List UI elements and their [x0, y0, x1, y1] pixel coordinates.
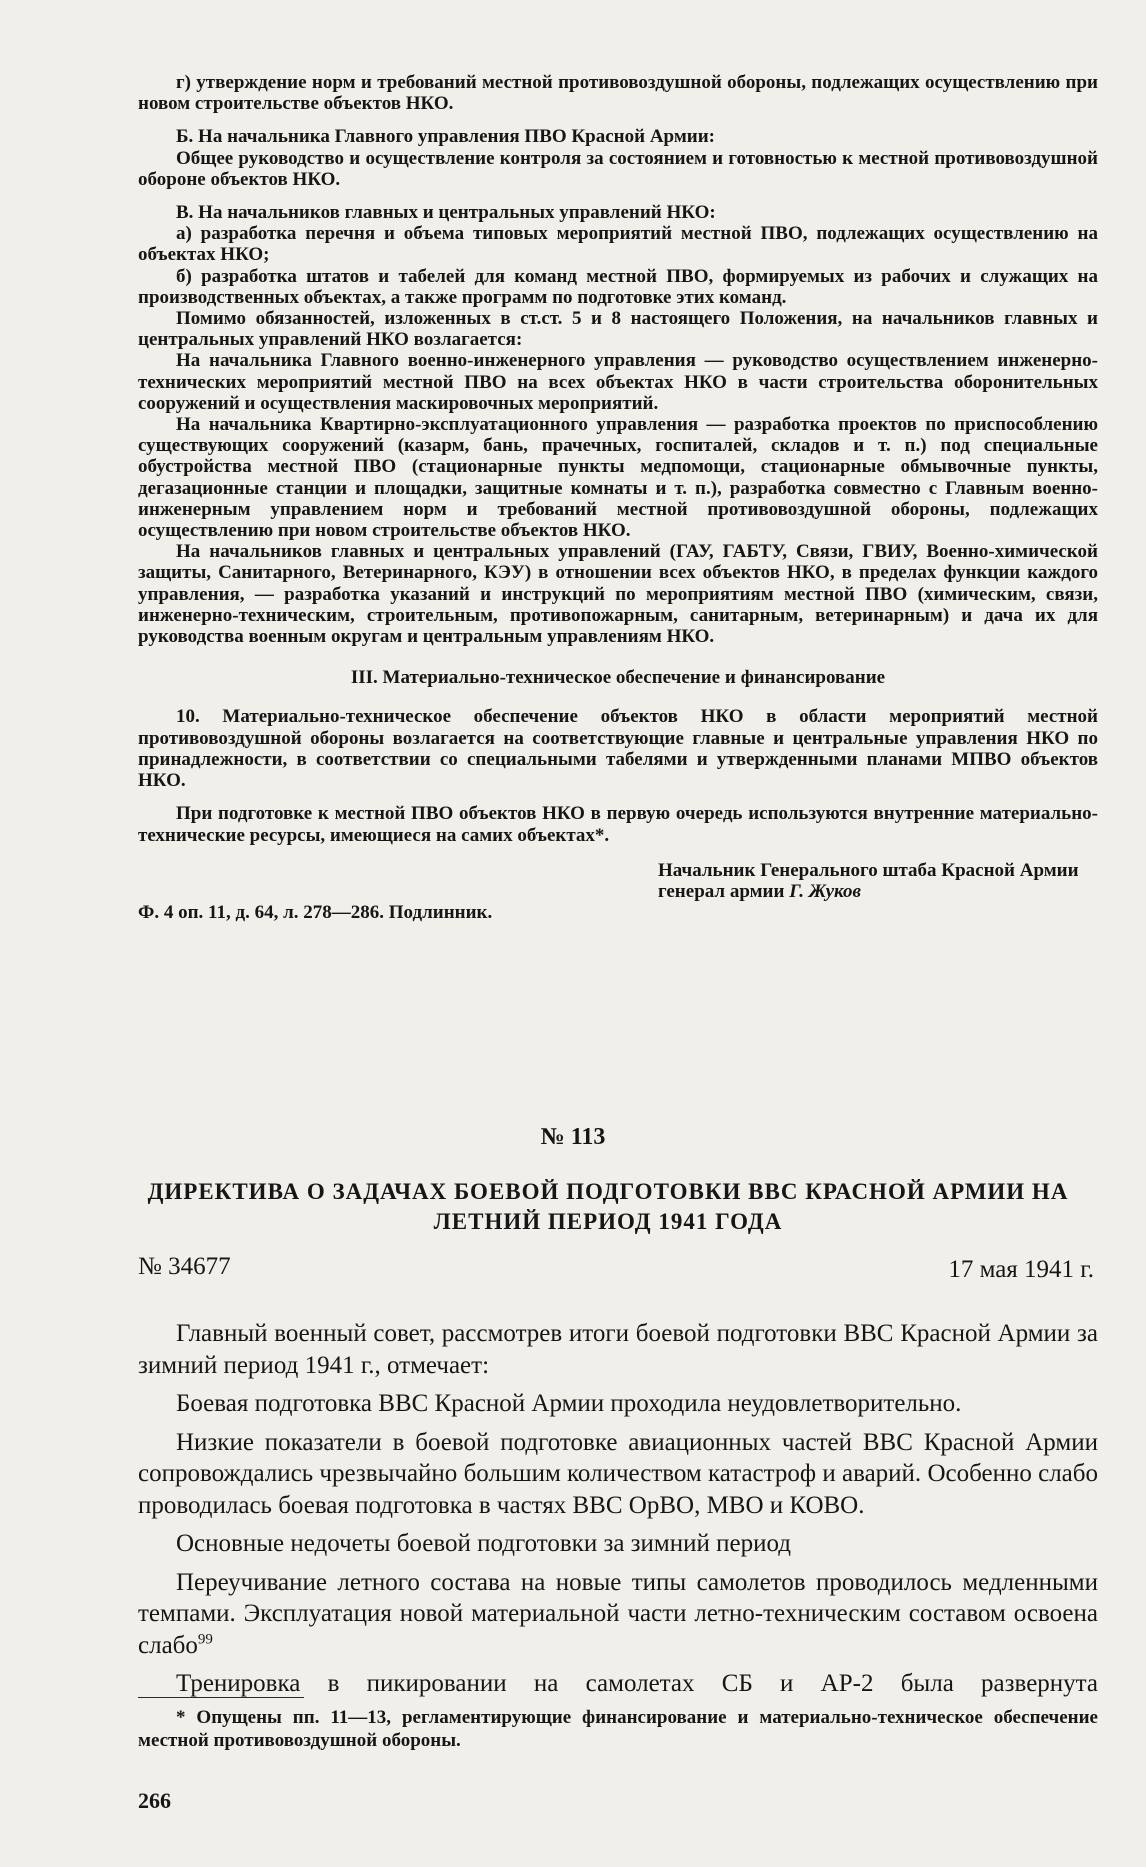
signature-block	[658, 860, 1098, 902]
paragraph: На начальника Главного военно-инженерного управления — руководство осуществлением инженерно-технических мероприятий местной ПВО на всех объектах НКО в части строительства оборонительных сооружений и осуществления маскировочных мероприятий.	[138, 350, 1098, 414]
paragraph: В. На начальников главных и центральных управлений НКО:	[176, 202, 716, 224]
paragraph: При подготовке к местной ПВО объектов НКО в первую очередь используются внутренние материально-технические ресурсы, имеющиеся на самих объектах*.	[138, 803, 1098, 846]
document-title: ДИРЕКТИВА О ЗАДАЧАХ БОЕВОЙ ПОДГОТОВКИ ВВС КРАСНОЙ АРМИИ НА ЛЕТНИЙ ПЕРИОД 1941 ГОДА	[147, 1179, 1069, 1234]
signature-rank: генерал армии	[658, 880, 790, 902]
signature-name-line	[658, 881, 1098, 902]
footnote: * Опущены пп. 11—13, регламентирующие финансирование и материально-техническое обеспечение местной противовоздушной обороны.	[138, 1707, 1098, 1751]
paragraph: Общее руководство и осуществление контроля за состоянием и готовностью к местной противовоздушной обороне объектов НКО.	[138, 147, 1098, 190]
document-number: № 113	[540, 1124, 606, 1150]
paragraph	[138, 1567, 1098, 1662]
paragraph: Тренировка в пикировании на самолетах СБ и АР-2 была развернута	[176, 1670, 1098, 1697]
directive-date: 17 мая 1941 г.	[948, 1256, 1094, 1283]
paragraph: а) разработка перечня и объема типовых мероприятий местной ПВО, подлежащих осуществлению на объектах НКО;	[138, 223, 1098, 266]
paragraph: На начальника Квартирно-эксплуатационного управления — разработка проектов по приспособлению существующих сооружений (казарм, бань, прачечных, госпиталей, складов и т. п.) под специальные обустройства местной ПВО (стационарные пункты медпомощи, стационарные обмывочные пункты, дегазационные станции и площадки, защитные комнаты и т. п.), разработка совместно с Главным военно-инженерным управлением норм и требований местной противовоздушной обороны, подлежащих осуществлению при новом строительстве объектов НКО.	[138, 414, 1098, 542]
paragraph: г) утверждение норм и требований местной противовоздушной обороны, подлежащих осуществлению при новом строительстве объектов НКО.	[138, 72, 1098, 115]
paragraph: б) разработка штатов и табелей для команд местной ПВО, формируемых из рабочих и служащих на производственных объектах, а также программ по подготовке этих команд.	[138, 265, 1098, 308]
signature-title: Начальник Генерального штаба Красной Армии	[658, 859, 1079, 881]
signature-name: Г. Жуков	[789, 880, 861, 902]
paragraph: На начальников главных и центральных управлений (ГАУ, ГАБТУ, Связи, ГВИУ, Военно-химической защиты, Санитарного, Ветеринарного, КЭУ) в отношении всех объектов НКО, в пределах функции каждого управления, — разработка указаний и инструкций по мероприятиям местной ПВО (химическим, связи, инженерно-техническим, строительным, противопожарным, санитарным, ветеринарным) и дача их для руководства военным округам и центральным управлениям НКО.	[138, 541, 1098, 648]
paragraph: Главный военный совет, рассмотрев итоги боевой подготовки ВВС Красной Армии за зимний период 1941 г., отмечает:	[138, 1320, 1098, 1379]
paragraph: Помимо обязанностей, изложенных в ст.ст. 5 и 8 настоящего Положения, на начальников главных и центральных управлений НКО возлагается:	[138, 308, 1098, 351]
directive-number: № 34677	[138, 1253, 231, 1280]
paragraph: Основные недочеты боевой подготовки за зимний период	[176, 1530, 791, 1557]
paragraph: 10. Материально-техническое обеспечение объектов НКО в области мероприятий местной противовоздушной обороны возлагается на соответствующие главные и центральные управления НКО по принадлежности, в соответствии со специальными табелями и утвержденными планами МПВО объектов НКО.	[138, 706, 1098, 792]
archive-source: Ф. 4 оп. 11, д. 64, л. 278—286. Подлинник.	[138, 902, 493, 924]
paragraph: Низкие показатели в боевой подготовке авиационных частей ВВС Красной Армии сопровождались чрезвычайно большим количеством катастроф и аварий. Особенно слабо проводилась боевая подготовка в частях ВВС ОрВО, МВО и КОВО.	[138, 1428, 1098, 1519]
paragraph-text: Переучивание летного состава на новые типы самолетов проводилось медленными темпами. Эксплуатация новой материальной части летно-техническим составом освоена слабо	[138, 1568, 1098, 1659]
upper-text-block	[138, 72, 1098, 923]
endnote-marker: 99	[197, 1631, 213, 1648]
paragraph: Б. На начальника Главного управления ПВО Красной Армии:	[176, 126, 715, 148]
footnote-divider	[138, 1697, 304, 1698]
paragraph: Боевая подготовка ВВС Красной Армии проходила неудовлетворительно.	[176, 1390, 962, 1417]
lower-text-block	[138, 1318, 1098, 1700]
section-heading: III. Материально-техническое обеспечение и финансирование	[350, 667, 886, 689]
page-number: 266	[138, 1788, 171, 1813]
